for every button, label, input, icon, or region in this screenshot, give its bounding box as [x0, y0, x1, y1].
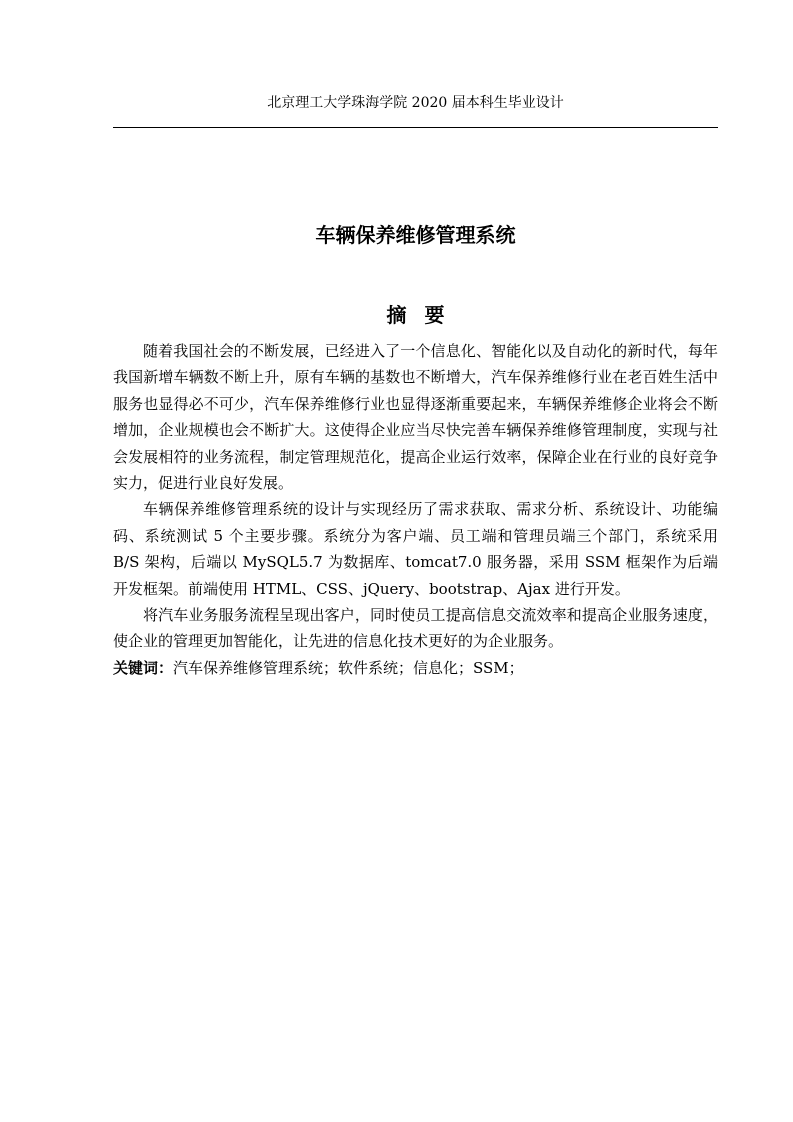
- abstract-heading: 摘要: [386, 303, 463, 327]
- abstract-body: [113, 338, 718, 681]
- header-divider: [113, 127, 718, 128]
- abstract-paragraph-3: 将汽车业务服务流程呈现出客户，同时使员工提高信息交流效率和提高企业服务速度，使企业的管理更加智能化，让先进的信息化技术更好的为企业服务。: [113, 606, 718, 651]
- keywords-text: 汽车保养维修管理系统；软件系统；信息化；SSM；: [173, 658, 524, 677]
- page-header: 北京理工大学珠海学院 2020 届本科生毕业设计: [267, 95, 564, 111]
- abstract-paragraph-2: 车辆保养维修管理系统的设计与实现经历了需求获取、需求分析、系统设计、功能编码、系统测试 5 个主要步骤。系统分为客户端、员工端和管理员端三个部门，系统采用 B/S 架构，后端以 MySQL5.7 为数据库、tomcat7.0 服务器，采用 SSM 框架作为后端开发框架。前端使用 HTML、CSS、jQuery、bootstrap、Ajax 进行开发。: [113, 500, 718, 598]
- abstract-paragraph-1: 随着我国社会的不断发展，已经进入了一个信息化、智能化以及自动化的新时代，每年我国新增车辆数不断上升，原有车辆的基数也不断增大，汽车保养维修行业在老百姓生活中服务也显得必不可少，汽车保养维修行业也显得逐渐重要起来，车辆保养维修企业将会不断增加，企业规模也会不断扩大。这使得企业应当尽快完善车辆保养维修管理制度，实现与社会发展相符的业务流程，制定管理规范化，提高企业运行效率，保障企业在行业的良好竞争实力，促进行业良好发展。: [113, 342, 718, 493]
- document-title: 车辆保养维修管理系统: [315, 223, 516, 247]
- keywords-label: 关键词：: [113, 658, 174, 677]
- keywords-line: [113, 655, 718, 681]
